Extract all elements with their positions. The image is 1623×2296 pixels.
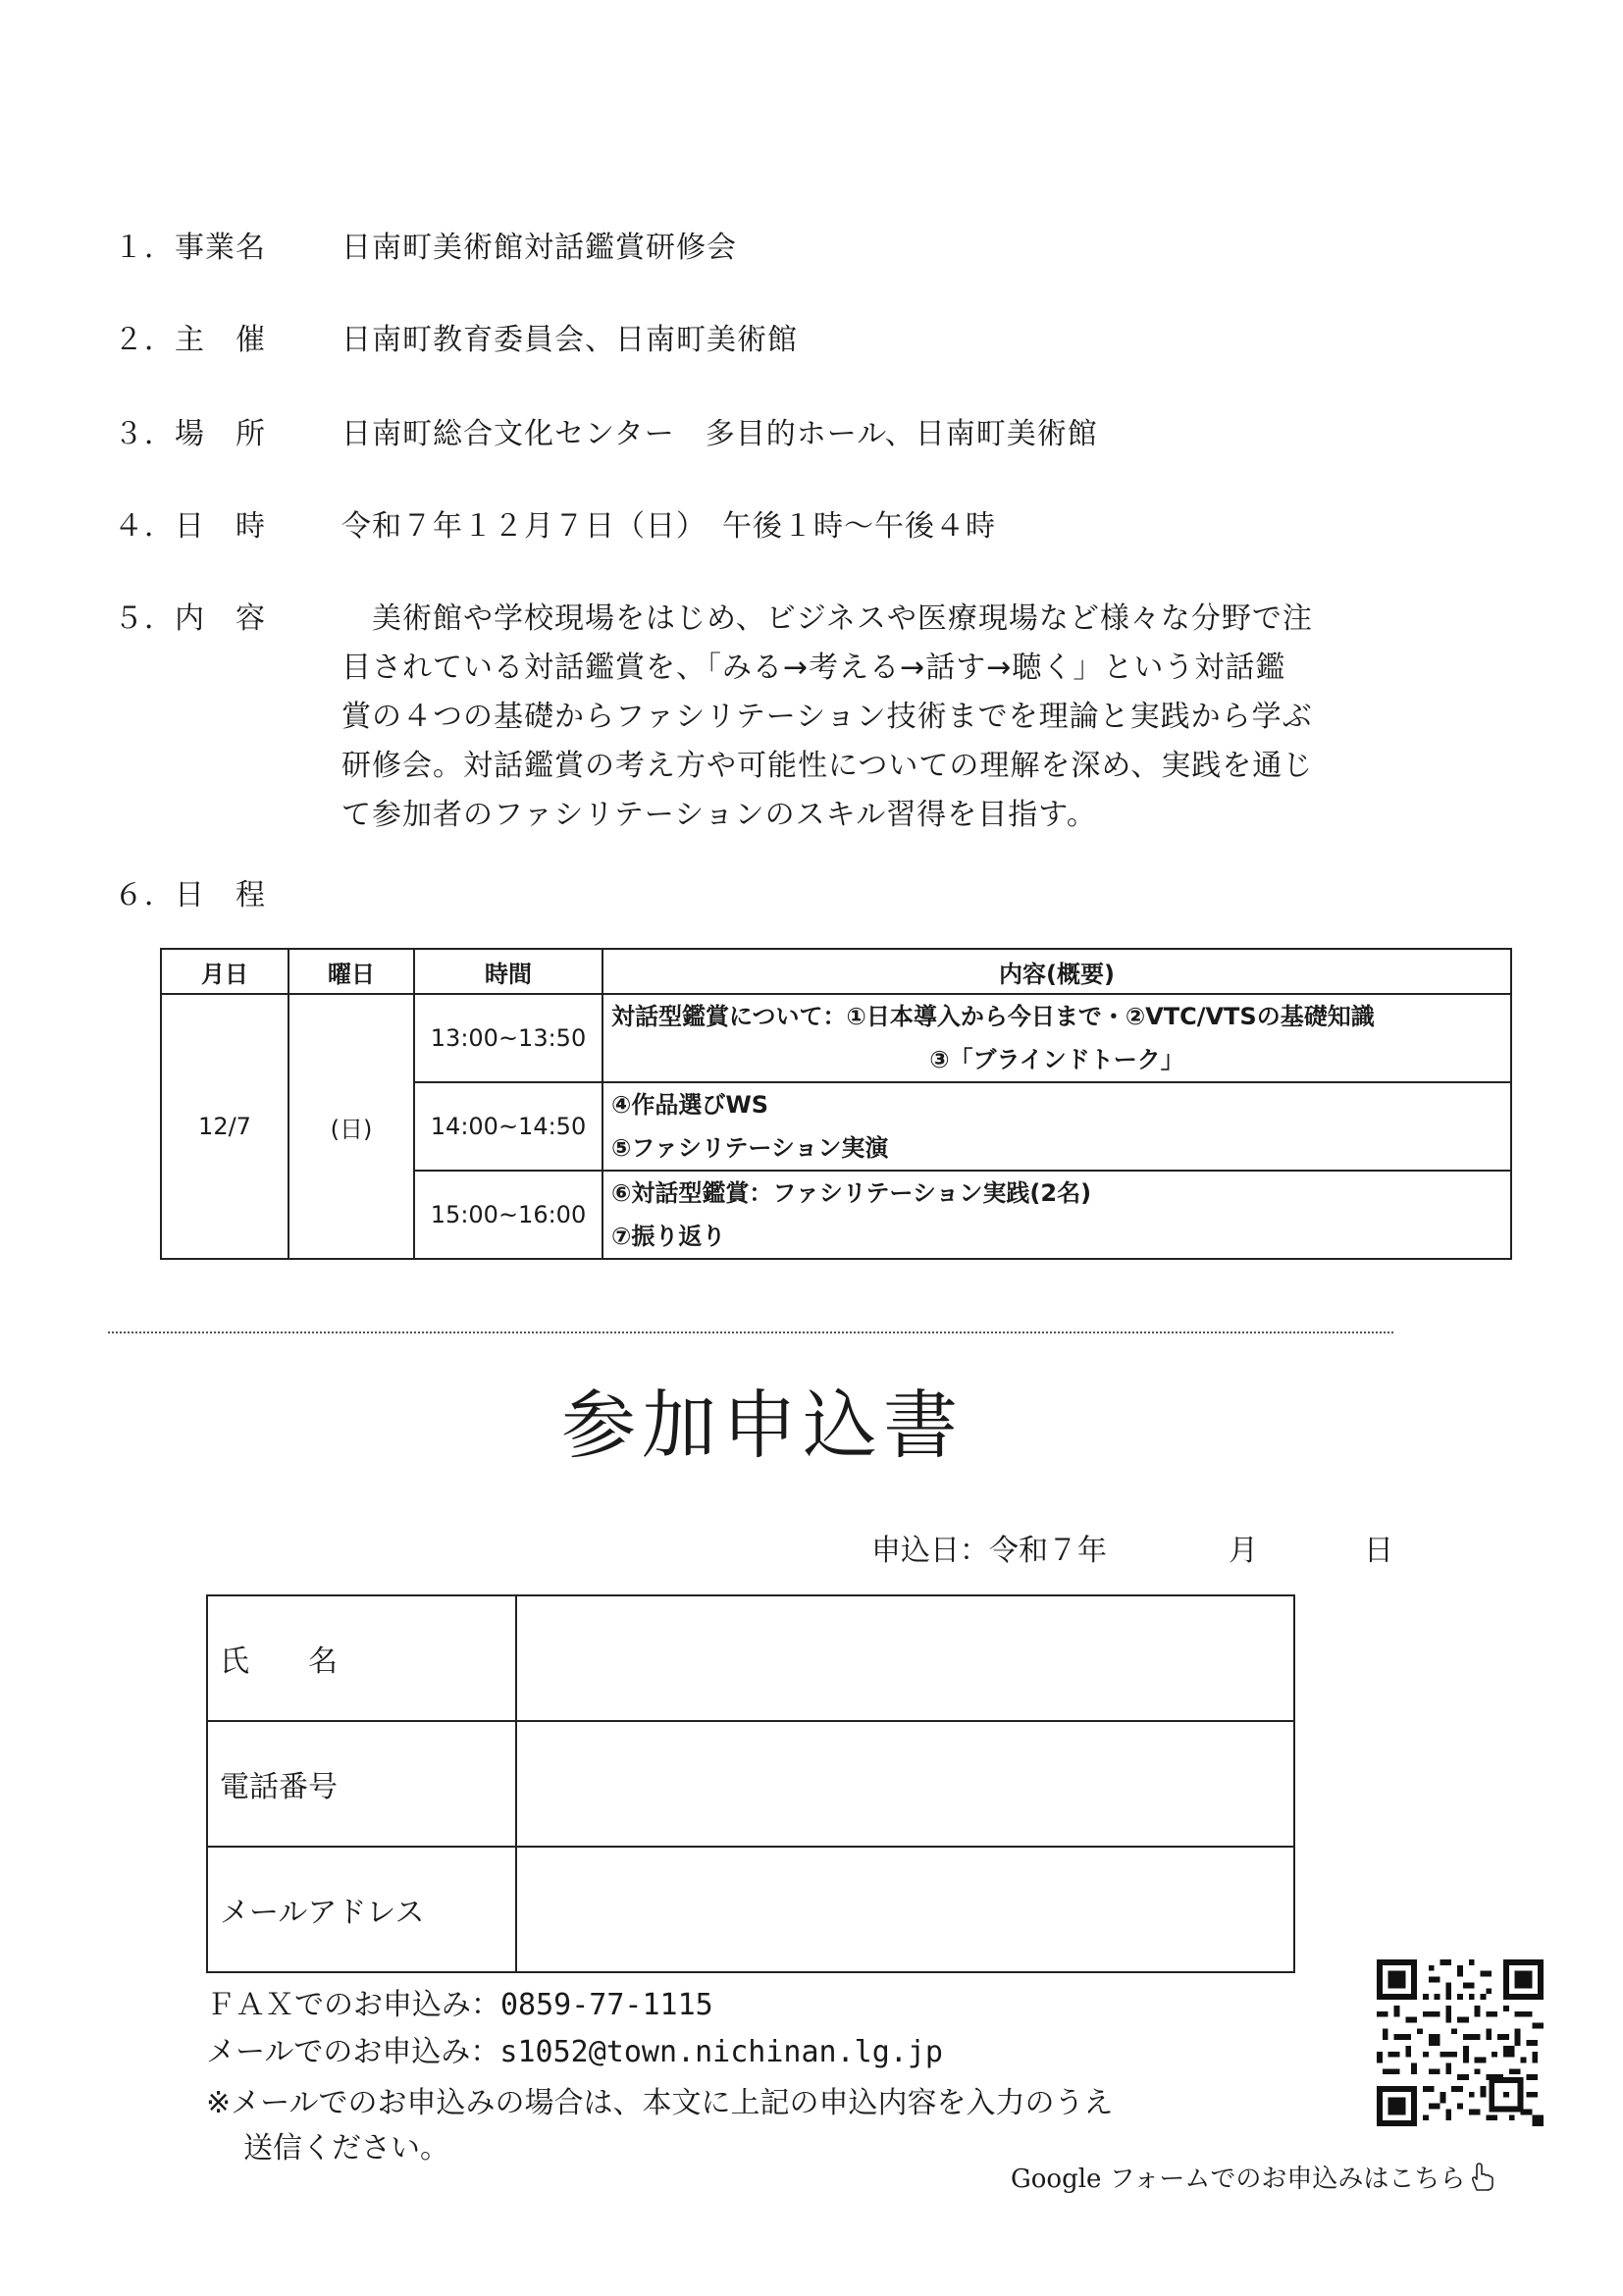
application-form-table	[206, 1594, 1295, 1973]
email-field[interactable]	[516, 1847, 1294, 1972]
header-date: 月日	[161, 949, 288, 994]
content-paragraph	[341, 595, 1323, 840]
schedule-table	[160, 948, 1512, 1260]
apply-date-label: 申込日：令和７年	[871, 1534, 1107, 1568]
item-label: 事業名	[175, 231, 266, 265]
item-label: 場 所	[175, 417, 266, 451]
schedule-header-row	[161, 949, 1511, 994]
header-weekday: 曜日	[288, 949, 414, 994]
content-line: ⑥対話型鑑賞：ファシリテーション実践(2名)	[611, 1179, 1092, 1207]
form-row-phone	[207, 1721, 1294, 1847]
content-line: 目されている対話鑑賞を、「みる→考える→話す→聴く」という対話鑑	[341, 651, 1286, 685]
item-number: １．	[114, 231, 175, 265]
qr-code-icon[interactable]	[1377, 1959, 1544, 2126]
header-content: 内容(概要)	[602, 949, 1511, 994]
name-label: 氏 名	[207, 1595, 516, 1721]
schedule-date: 12/7	[161, 994, 288, 1259]
schedule-time: 13:00~13:50	[414, 994, 602, 1082]
content-line: 対話型鑑賞について：①日本導入から今日まで・②VTC/VTSの基礎知識	[611, 1003, 1375, 1030]
name-field[interactable]	[516, 1595, 1294, 1721]
google-form-link[interactable]	[1011, 2159, 1494, 2199]
pointing-hand-icon	[1469, 2163, 1494, 2199]
item-label: 日 程	[175, 878, 266, 913]
fax-line: ＦＡＸでのお申込み：0859-77-1115	[206, 1988, 713, 2022]
form-row-name	[207, 1595, 1294, 1721]
content-line: ⑤ファシリテーション実演	[611, 1134, 889, 1162]
email-label: メールアドレス	[207, 1847, 516, 1972]
form-row-email	[207, 1847, 1294, 1972]
schedule-time: 14:00~14:50	[414, 1082, 602, 1171]
apply-day-label: 日	[1364, 1534, 1393, 1568]
content-line: ⑦振り返り	[611, 1223, 726, 1250]
item-value: 令和７年１２月７日（日） 午後１時～午後４時	[341, 509, 996, 544]
content-line: 美術館や学校現場をはじめ、ビジネスや医療現場など様々な分野で注	[341, 601, 1313, 636]
content-line: 研修会。対話鑑賞の考え方や可能性についての理解を深め、実践を通じ	[341, 749, 1314, 783]
item-value: 日南町教育委員会、日南町美術館	[341, 323, 798, 357]
schedule-content	[602, 994, 1511, 1082]
apply-month-label: 月	[1229, 1534, 1258, 1568]
item-number: ４．	[114, 509, 175, 544]
header-time: 時間	[414, 949, 602, 994]
phone-label: 電話番号	[207, 1721, 516, 1847]
table-row	[161, 994, 1511, 1082]
dotted-divider	[108, 1331, 1393, 1333]
content-line: ③「ブラインドトーク」	[929, 1046, 1184, 1073]
item-number: ２．	[114, 323, 175, 357]
mail-line: メールでのお申込み：s1052@town.nichinan.lg.jp	[206, 2035, 943, 2069]
schedule-content	[602, 1171, 1511, 1259]
google-form-text[interactable]: Google フォームでのお申込みはこちら	[1011, 2165, 1466, 2194]
note-line: ※メールでのお申込みの場合は、本文に上記の申込内容を入力のうえ	[206, 2086, 1114, 2120]
form-title: 参加申込書	[561, 1382, 964, 1469]
note-line-2: 送信ください。	[243, 2131, 449, 2166]
item-value: 日南町総合文化センター 多目的ホール、日南町美術館	[341, 417, 1098, 451]
item-label: 日 時	[175, 509, 266, 544]
item-number: ３．	[114, 417, 175, 451]
item-number: ５．	[114, 601, 175, 636]
schedule-weekday: (日)	[288, 994, 414, 1259]
item-label: 内 容	[175, 601, 266, 636]
schedule-time: 15:00~16:00	[414, 1171, 602, 1259]
item-value: 日南町美術館対話鑑賞研修会	[341, 231, 737, 265]
schedule-content	[602, 1082, 1511, 1171]
content-line: 賞の４つの基礎からファシリテーション技術までを理論と実践から学ぶ	[341, 700, 1313, 734]
phone-field[interactable]	[516, 1721, 1294, 1847]
content-line: て参加者のファシリテーションのスキル習得を目指す。	[341, 798, 1097, 832]
item-label: 主 催	[175, 323, 266, 357]
item-number: ６．	[114, 878, 175, 913]
content-line: ④作品選びWS	[611, 1091, 769, 1119]
